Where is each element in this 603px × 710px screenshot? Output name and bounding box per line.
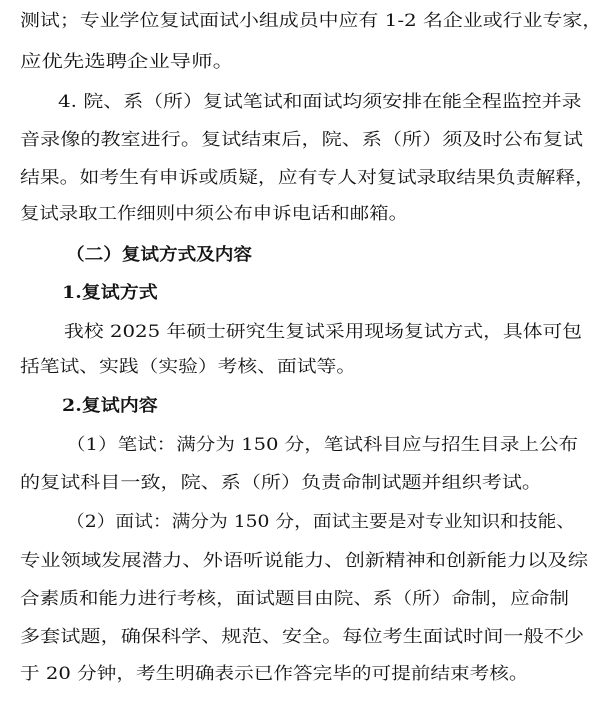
text-line: 音录像的教室进行。复试结束后，院、系（所）须及时公布复试 [20, 130, 583, 150]
text-line: 括笔试、实践（实验）考核、面试等。 [20, 357, 356, 377]
text-line: 测试；专业学位复试面试小组成员中应有 1-2 名企业或行业专家， [20, 11, 603, 31]
text-line: 4. 院、系（所）复试笔试和面试均须安排在能全程监控并录 [58, 92, 582, 112]
subsection-heading: 2.复试内容 [62, 396, 158, 416]
subsection-heading: 1.复试方式 [62, 283, 158, 303]
text-line: 多套试题，确保科学、规范、安全。每位考生面试时间一般不少 [20, 627, 584, 647]
text-line: 的复试科目一致，院、系（所）负责命制试题并组织考试。 [20, 473, 542, 493]
text-line: 专业领域发展潜力、外语听说能力、创新精神和创新能力以及综 [20, 551, 588, 571]
section-heading: （二）复试方式及内容 [66, 245, 252, 265]
text-line: （2）面试：满分为 150 分，面试主要是对专业知识和技能、 [66, 512, 576, 532]
text-line: 合素质和能力进行考核，面试题目由院、系（所）命制，应命制 [20, 589, 569, 609]
text-line: 于 20 分钟，考生明确表示已作答完毕的可提前结束考核。 [20, 664, 529, 684]
text-line: 我校 2025 年硕士研究生复试采用现场复试方式，具体可包 [64, 322, 583, 342]
text-line: 结果。如考生有申诉或质疑，应有专人对复试录取结果负责解释， [20, 168, 595, 188]
text-line: 复试录取工作细则中须公布申诉电话和邮箱。 [20, 204, 408, 224]
text-line: 应优先选聘企业导师。 [20, 52, 234, 72]
text-line: （1）笔试：满分为 150 分，笔试科目应与招生目录上公布 [66, 435, 579, 455]
